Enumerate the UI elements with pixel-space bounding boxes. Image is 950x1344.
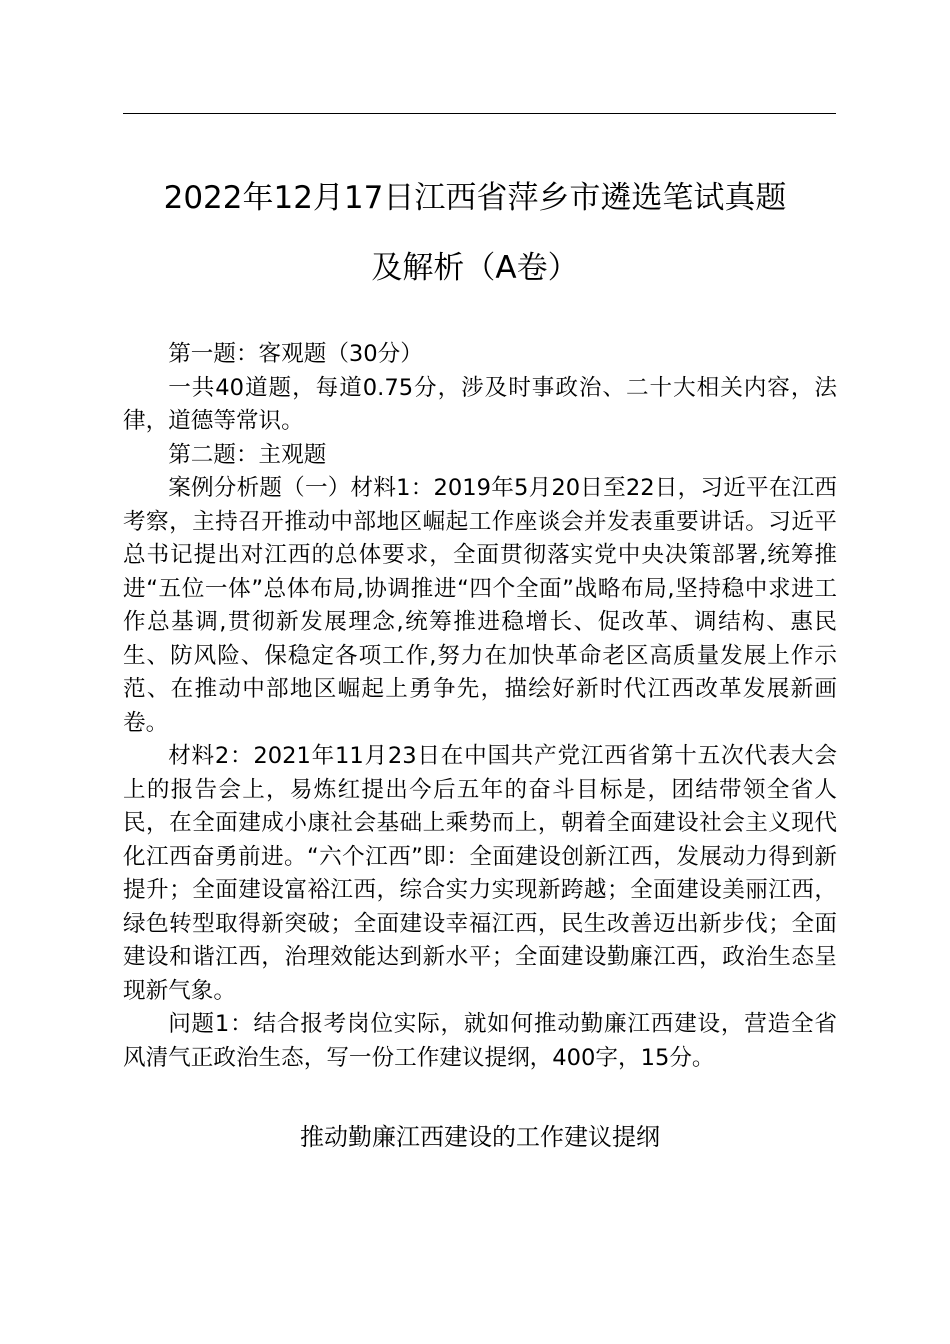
section-heading-subjective: 第二题：主观题	[168, 441, 327, 468]
header-rule	[123, 113, 836, 114]
objective-description: 一共40道题，每道0.75分，涉及时事政治、二十大相关内容，法律，道德等常识。	[123, 374, 837, 434]
outline-heading: 推动勤廉江西建设的工作建议提纲	[300, 1123, 660, 1151]
document-body	[123, 338, 837, 1075]
section-heading-objective: 第一题：客观题（30分）	[168, 341, 423, 367]
material-2-paragraph: 材料2：2021年11月23日在中国共产党江西省第十五次代表大会上的报告会上，易炼红提出今后五年的奋斗目标是，团结带领全省人民，在全面建成小康社会基础上乘势而上，朝着全面建设社会主义现代化江西奋勇前进。“六个江西”即：全面建设创新江西，发展动力得到新提升；全面建设富裕江西，综合实力实现新跨越；全面建设美丽江西，绿色转型取得新突破；全面建设幸福江西，民生改善迈出新步伐；全面建设和谐江西，治理效能达到新水平；全面建设勤廉江西，政治生态呈现新气象。	[123, 743, 837, 1004]
question-1-paragraph: 问题1：结合报考岗位实际，就如何推动勤廉江西建设，营造全省风清气正政治生态，写一份工作建议提纲，400字，15分。	[123, 1011, 837, 1071]
document-title-line-2: 及解析（A卷）	[371, 250, 579, 286]
material-1-paragraph: 案例分析题（一）材料1：2019年5月20日至22日，习近平在江西考察，主持召开推动中部地区崛起工作座谈会并发表重要讲话。习近平总书记提出对江西的总体要求，全面贯彻落实党中央决策部署,统筹推进“五位一体”总体布局,协调推进“四个全面”战略布局,坚持稳中求进工作总基调,贯彻新发展理念,统筹推进稳增长、促改革、调结构、惠民生、防风险、保稳定各项工作,努力在加快革命老区高质量发展上作示范、在推动中部地区崛起上勇争先，描绘好新时代江西改革发展新画卷。	[123, 475, 837, 736]
document-title-line-1: 2022年12月17日江西省萍乡市遴选笔试真题	[163, 180, 787, 216]
